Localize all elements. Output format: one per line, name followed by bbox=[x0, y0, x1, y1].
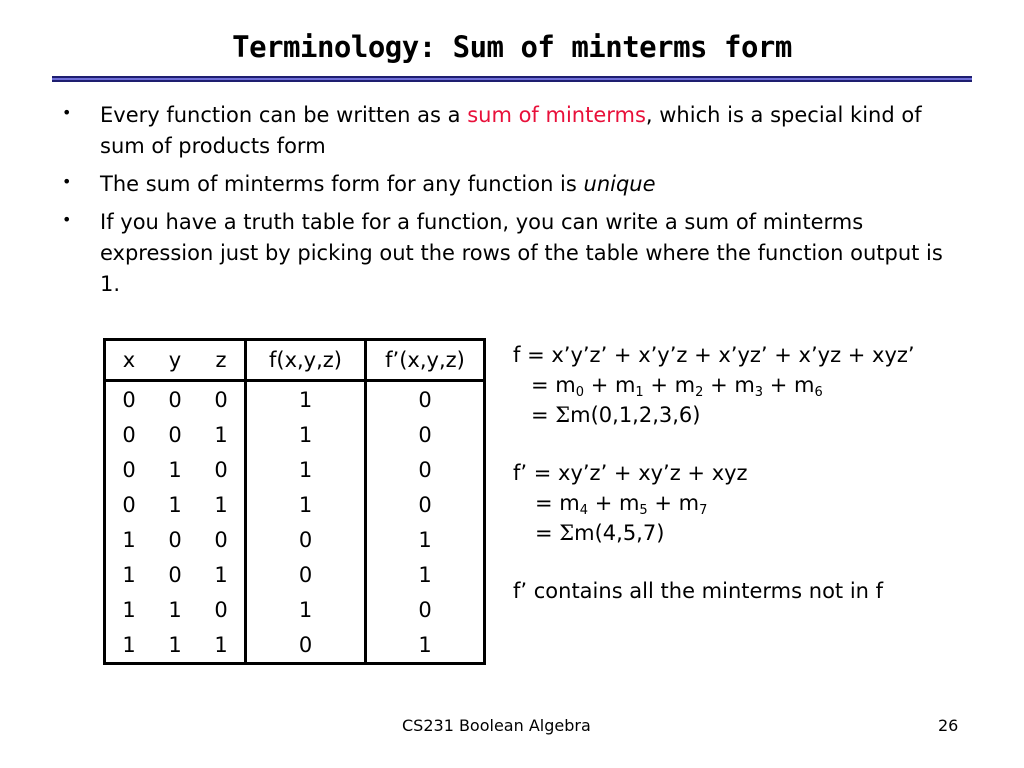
cell-z: 1 bbox=[214, 492, 228, 517]
cell-f-prime: 0 bbox=[366, 381, 485, 418]
bullet-item bbox=[62, 100, 962, 162]
table-row bbox=[105, 452, 485, 487]
cell-y: 1 bbox=[168, 597, 182, 622]
cell-x: 1 bbox=[122, 597, 136, 622]
f-minterm-list: = $m_0 + m_1 + m_2 + m_3 + m_6$ bbox=[531, 373, 823, 400]
cell-x: 0 bbox=[122, 387, 136, 412]
cell-z: 0 bbox=[214, 387, 228, 412]
cell-f-prime: 1 bbox=[366, 522, 485, 557]
table-row bbox=[105, 557, 485, 592]
footer-page-number: 26 bbox=[938, 716, 959, 735]
table-row bbox=[105, 592, 485, 627]
header-f: f(x,y,z) bbox=[246, 340, 366, 381]
cell-x: 1 bbox=[122, 527, 136, 552]
cell-y: 0 bbox=[168, 562, 182, 587]
f-prime-expression: f’ = xy’z’ + xy’z + xyz bbox=[513, 461, 748, 485]
cell-f-prime: 1 bbox=[366, 627, 485, 664]
footer-course: CS231 Boolean Algebra bbox=[402, 716, 591, 735]
cell-y: 0 bbox=[168, 527, 182, 552]
cell-y: 1 bbox=[168, 632, 182, 657]
table-row bbox=[105, 627, 485, 664]
cell-f-prime: 0 bbox=[366, 452, 485, 487]
table-row bbox=[105, 381, 485, 418]
cell-z: 1 bbox=[214, 632, 228, 657]
cell-z: 0 bbox=[214, 597, 228, 622]
cell-f: 0 bbox=[246, 522, 366, 557]
cell-f: 1 bbox=[246, 381, 366, 418]
cell-f-prime: 1 bbox=[366, 557, 485, 592]
highlight-term: sum of minterms bbox=[467, 103, 646, 127]
cell-f-prime: 0 bbox=[366, 487, 485, 522]
header-z: z bbox=[215, 348, 227, 372]
header-f-prime: f’(x,y,z) bbox=[366, 340, 485, 381]
bullet-text: If you have a truth table for a function, you can write a sum of minterms expression just by picking out the rows of the table where the function output is 1. bbox=[100, 210, 943, 296]
f-expression: f = x’y’z’ + x’y’z + x’yz’ + x’yz + xyz’ bbox=[513, 343, 915, 367]
cell-x: 1 bbox=[122, 632, 136, 657]
header-y: y bbox=[168, 348, 182, 372]
emphasis-term: unique bbox=[583, 172, 656, 196]
cell-z: 0 bbox=[214, 457, 228, 482]
table-header-row bbox=[105, 340, 485, 381]
bullet-marker: • bbox=[62, 103, 72, 122]
sigma-symbol: Σ bbox=[559, 521, 575, 545]
table-body bbox=[105, 381, 485, 664]
table-row bbox=[105, 417, 485, 452]
cell-f: 1 bbox=[246, 487, 366, 522]
cell-x: 0 bbox=[122, 422, 136, 447]
bullet-item bbox=[62, 169, 962, 200]
bullet-text: Every function can be written as a bbox=[100, 103, 468, 127]
bullet-marker: • bbox=[62, 172, 72, 191]
bullet-text: , which is a special kind of sum of products form bbox=[100, 103, 922, 158]
cell-f-prime: 0 bbox=[366, 592, 485, 627]
slide-title: Terminology: Sum of minterms form bbox=[232, 30, 792, 64]
sigma-symbol: Σ bbox=[555, 403, 571, 427]
cell-y: 1 bbox=[168, 492, 182, 517]
cell-y: 1 bbox=[168, 457, 182, 482]
header-x: x bbox=[122, 348, 136, 372]
cell-y: 0 bbox=[168, 387, 182, 412]
cell-f: 1 bbox=[246, 592, 366, 627]
cell-f: 0 bbox=[246, 627, 366, 664]
bullet-list bbox=[62, 100, 962, 307]
table-row bbox=[105, 522, 485, 557]
complement-note: f’ contains all the minterms not in f bbox=[513, 579, 884, 603]
cell-z: 0 bbox=[214, 527, 228, 552]
bullet-text: The sum of minterms form for any function is bbox=[100, 172, 584, 196]
cell-z: 1 bbox=[214, 562, 228, 587]
cell-f: 1 bbox=[246, 452, 366, 487]
f-sigma-notation: = Σm(0,1,2,3,6) bbox=[531, 403, 701, 427]
table-row bbox=[105, 487, 485, 522]
cell-f: 1 bbox=[246, 417, 366, 452]
cell-x: 1 bbox=[122, 562, 136, 587]
expressions-panel bbox=[513, 340, 993, 606]
f-prime-minterm-list: = $m_4 + m_5 + m_7$ bbox=[535, 491, 708, 518]
cell-z: 1 bbox=[214, 422, 228, 447]
cell-f-prime: 0 bbox=[366, 417, 485, 452]
title-divider bbox=[52, 76, 972, 82]
cell-y: 0 bbox=[168, 422, 182, 447]
cell-x: 0 bbox=[122, 457, 136, 482]
bullet-item bbox=[62, 207, 962, 300]
bullet-marker: • bbox=[62, 210, 72, 229]
truth-table bbox=[103, 338, 486, 665]
f-prime-sigma-notation: = Σm(4,5,7) bbox=[535, 521, 665, 545]
cell-x: 0 bbox=[122, 492, 136, 517]
cell-f: 0 bbox=[246, 557, 366, 592]
